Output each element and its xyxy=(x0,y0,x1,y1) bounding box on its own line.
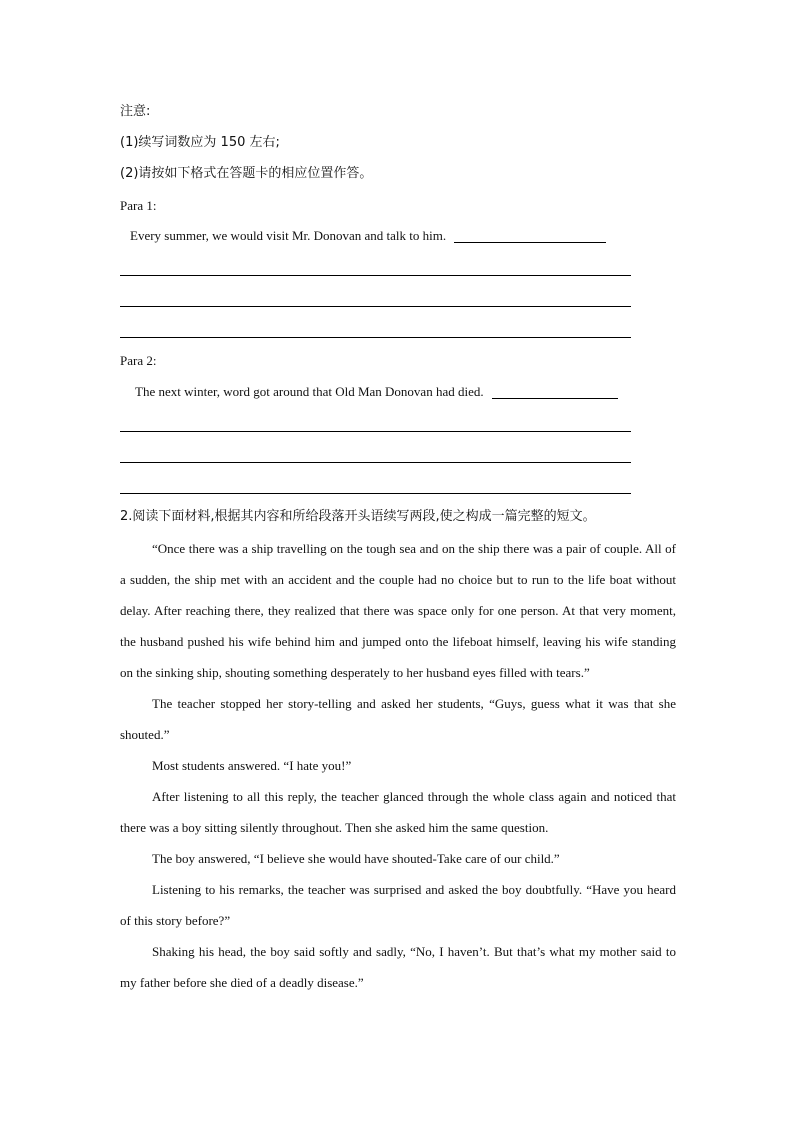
story-paragraph: Listening to his remarks, the teacher was surprised and asked the boy doubtfully. “Have you heard of this story before?” xyxy=(120,882,676,928)
para1-answer-line[interactable] xyxy=(120,275,631,276)
para1-answer-line[interactable] xyxy=(120,337,631,338)
para1-answer-line[interactable] xyxy=(120,306,631,307)
notes-heading: 注意: xyxy=(120,104,151,119)
para2-answer-line[interactable] xyxy=(120,431,631,432)
story-paragraph: The teacher stopped her story-telling and asked her students, “Guys, guess what it was that she shouted.” xyxy=(120,696,676,742)
para1-label: Para 1: xyxy=(120,198,157,213)
story-paragraph: Shaking his head, the boy said softly and sadly, “No, I haven’t. But that’s what my mother said to my father before she died of a deadly disease.” xyxy=(120,944,676,990)
story-paragraph: After listening to all this reply, the teacher glanced through the whole class again and noticed that there was a boy sitting silently throughout. Then she asked him the same question. xyxy=(120,789,676,835)
story-paragraph: “Once there was a ship travelling on the tough sea and on the ship there was a pair of couple. All of a sudden, the ship met with an accident and the couple had no choice but to run to the life boat without delay. After reaching there, they realized that there was space only for one person. At that very moment, the husband pushed his wife behind him and jumped onto the lifeboat himself, leaving his wife standing on the sinking ship, shouting something desperately to her husband eyes filled with tears.” xyxy=(120,541,676,680)
para2-label: Para 2: xyxy=(120,353,157,368)
note-item-2: (2)请按如下格式在答题卡的相应位置作答。 xyxy=(120,166,373,181)
para2-opening-text: The next winter, word got around that Old Man Donovan had died. xyxy=(135,384,484,399)
para2-answer-line[interactable] xyxy=(120,462,631,463)
para2-answer-line[interactable] xyxy=(120,493,631,494)
para1-inline-answer-blank[interactable] xyxy=(454,242,606,243)
para2-inline-answer-blank[interactable] xyxy=(492,398,618,399)
para2-opening-line xyxy=(135,384,618,400)
story-paragraph: Most students answered. “I hate you!” xyxy=(152,758,352,773)
para1-opening-line xyxy=(130,228,606,244)
note-item-1: (1)续写词数应为 150 左右; xyxy=(120,135,280,150)
para1-opening-text: Every summer, we would visit Mr. Donovan and talk to him. xyxy=(130,228,447,243)
task2-instruction: 2.阅读下面材料,根据其内容和所给段落开头语续写两段,使之构成一篇完整的短文。 xyxy=(120,509,596,524)
story-text xyxy=(120,533,676,998)
story-paragraph: The boy answered, “I believe she would have shouted-Take care of our child.” xyxy=(152,851,560,866)
